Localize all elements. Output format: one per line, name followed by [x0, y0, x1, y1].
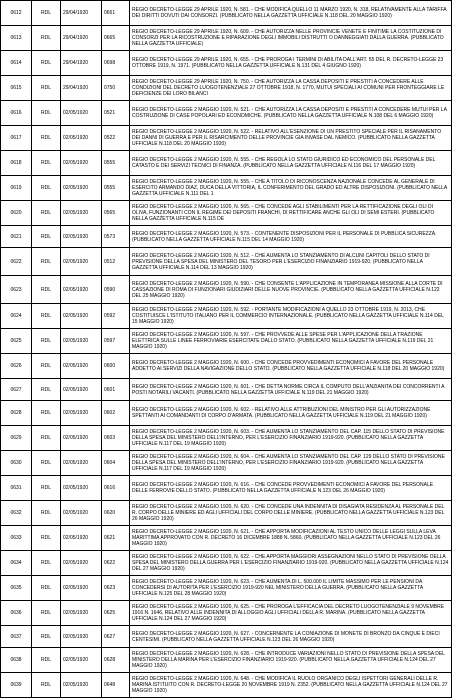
record-description: REGIO DECRETO-LEGGE 2 MAGGIO 1920, N. 565. - CHE CONCEDE AGLI STABILIMENTI PER LA RETTIFICAZIONE DEGLI OLI DI OLIVA, FUNZIONANTI CON IL REGIME DEI DEPOSITI FRANCHI, DI RETTIFICARE ANCHE GLI OLI DI SEMI ESTERI. (PUBBLICATO NELLA GAZZETTA UFFICIALE N.115 DE: [130, 201, 452, 226]
record-description: REGIO DECRETO-LEGGE 2 MAGGIO 1920, N. 620. - CHE CONCEDE UNA INDENNITA DI DISAGIATA RESIDENZA AL PERSONALE DEL R. CORPO DELLE MINIERE ED AGLI UFFICIALI DEL CORPO DELLE MINIERE. (PUBBLICATO NELLA GAZZETTA UFFICIALE N.123 DEL 26 MAGGIO 1920): [130, 501, 452, 526]
record-code: 0601: [102, 379, 130, 401]
table-row: [1, 248, 452, 276]
record-type: RDL: [32, 126, 61, 151]
record-date: 02/05/1920: [61, 426, 102, 451]
record-type: RDL: [32, 354, 61, 379]
record-description: REGIO DECRETO-LEGGE 2 MAGGIO 1920, N. 555. - CHE A TITOLO DI RICONOSCENZA NAZIONALE CONCEDE AL GENERALE DI ESERCITO ARMANDO DIAZ, DUCA DELLA VITTORIA, IL CONFERIMENTO DEL GRADO ED ALTRE DISPOSIZIONI. (PUBBLICATO NELLA GAZZETTA UFFICIALE N.111 DEL 1: [130, 176, 452, 201]
record-date: 29/04/1920: [61, 26, 102, 51]
record-type: RDL: [32, 526, 61, 551]
record-number: 0637: [1, 626, 32, 648]
record-description: REGIO DECRETO-LEGGE 29 APRILE 1920, N. 609. - CHE AUTORIZZA NELLE PROVINCIE VENETE E FINITIME LA COSTITUZIONE DI CONSORZI PER LA RICOSTRUZIONE E RIPARAZIONE DEGLI IMMOBILI DISTRUTTI O DANNEGGIATI DALLA GUERRA. (PUBBLICATO NELLA GAZZETTA UFFICIALE): [130, 26, 452, 51]
record-description: REGIO DECRETO-LEGGE 2 MAGGIO 1920, N. 522. - RELATIVO ALL'ESENZIONE DI UN PRESTITO SPECIALE PER IL RISANAMENTO DEI DANNI DI GUERRA E PER IL RISARCIMENTO DELLE PROVINCIE GIA INVASE DAL NEMICO. (PUBBLICATO NELLA GAZZETTA UFFICIALE N.118 DEL 20 MAGGIO 1920): [130, 126, 452, 151]
record-number: 0629: [1, 426, 32, 451]
record-description: REGIO DECRETO-LEGGE 2 MAGGIO 1920, N. 573. - CONTENENTE DISPOSIZIONI PER IL PERSONALE DI PUBBLICA SICUREZZA. (PUBBLICATO NELLA GAZZETTA UFFICIALE N.115 DEL 14 MAGGIO 1920): [130, 226, 452, 248]
record-number: 0623: [1, 276, 32, 304]
table-row: [1, 176, 452, 201]
record-type: RDL: [32, 248, 61, 276]
record-code: 0555: [102, 151, 130, 176]
table-row: [1, 329, 452, 354]
table-row: [1, 526, 452, 551]
record-number: 0624: [1, 304, 32, 329]
record-type: RDL: [32, 401, 61, 426]
record-type: RDL: [32, 176, 61, 201]
table-row: [1, 76, 452, 101]
table-body: [1, 1, 452, 698]
record-number: 0616: [1, 101, 32, 126]
record-type: RDL: [32, 379, 61, 401]
record-type: RDL: [32, 426, 61, 451]
record-description: REGIO DECRETO-LEGGE 2 MAGGIO 1920, N. 555. - CHE REGOLA LO STATO GIURIDICO ED ECONOMICO DEL PERSONALE DEL CATASTO E DEI SERVIZI TECNICI DI FINANZA. (PUBBLICATO NELLA GAZZETTA UFFICIALE N.116 DEL 17 MAGGIO 1920): [130, 151, 452, 176]
record-type: RDL: [32, 151, 61, 176]
record-code: 0750: [102, 76, 130, 101]
record-code: 0602: [102, 401, 130, 426]
record-type: RDL: [32, 601, 61, 626]
record-code: 0627: [102, 626, 130, 648]
record-date: 02/05/1920: [61, 151, 102, 176]
record-code: 0565: [102, 201, 130, 226]
record-code: 0616: [102, 476, 130, 501]
table-row: [1, 551, 452, 576]
table-row: [1, 354, 452, 379]
record-date: 02/05/1920: [61, 673, 102, 698]
table-row: [1, 276, 452, 304]
record-date: 02/05/1920: [61, 201, 102, 226]
record-number: 0625: [1, 329, 32, 354]
table-row: [1, 1, 452, 26]
record-description: REGIO DECRETO-LEGGE 2 MAGGIO 1920, N. 521. - CHE AUTORIZZA LA CASSA DEPOSITI E PRESTITI A CONCEDERE MUTUI PER LA COSTRUZIONE DI CASE POPOLARI ED ECONOMICHE. (PUBBLICATO NELLA GAZZETTA UFFICIALE N.108 DEL 6 MAGGIO 1920): [130, 101, 452, 126]
record-code: 0522: [102, 126, 130, 151]
record-description: REGIO DECRETO-LEGGE 29 APRILE 1920, N. 581. - CHE MODIFICA QUELLO 11 MARZO 1920, N. 318, RELATIVAMENTE ALLA TARIFFA DEI DIRITTI DOVUTI DAI CONSORZI. (PUBBLICATO NELLA GAZZETTA UFFICIALE N.118 DEL 20 MAGGIO 1920): [130, 1, 452, 26]
record-type: RDL: [32, 26, 61, 51]
record-number: 0628: [1, 401, 32, 426]
record-code: 0665: [102, 26, 130, 51]
table-row: [1, 226, 452, 248]
record-type: RDL: [32, 226, 61, 248]
record-number: 0626: [1, 354, 32, 379]
table-row: [1, 26, 452, 51]
record-number: 0631: [1, 476, 32, 501]
record-description: REGIO DECRETO-LEGGE 2 MAGGIO 1920, N. 603. - CHE AUMENTA LO STANZIAMENTO DEL CAP. 115 DELLO STATO DI PREVISIONE DELLA SPESA DEL MINISTERO DELL'INTERNO, PER L'ESERCIZIO FINANZIARIO 1919-920. (PUBBLICATO NELLA GAZZETTA UFFICIALE N.117 DEL 19 MAGGIO 1920): [130, 426, 452, 451]
record-date: 02/05/1920: [61, 526, 102, 551]
table-row: [1, 379, 452, 401]
record-number: 0612: [1, 1, 32, 26]
record-type: RDL: [32, 451, 61, 476]
record-date: 02/05/1920: [61, 329, 102, 354]
record-description: REGIO DECRETO-LEGGE 2 MAGGIO 1920, N. 627. - CONCERNENTE LA CONIAZIONE DI MONETE DI BRONZO DA CINQUE E DIECI CENTESIMI. (PUBBLICATO NELLA GAZZETTA UFFICIALE N.123 DEL 26 MAGGIO 1920): [130, 626, 452, 648]
record-date: 02/05/1920: [61, 276, 102, 304]
record-type: RDL: [32, 576, 61, 601]
record-description: REGIO DECRETO-LEGGE 2 MAGGIO 1920, N. 600. - CHE CONCEDE PROVVEDIMENTI ECONOMICI A FAVORE DEL PERSONALE ADDETTO AI SERVIZI DELLA NAVIGAZIONE DELLO STATO. (PUBBLICATO NELLA GAZZETTA UFFICIALE N.118 DEL 20 MAGGIO 1920): [130, 354, 452, 379]
record-date: 02/05/1920: [61, 304, 102, 329]
record-number: 0627: [1, 379, 32, 401]
record-number: 0615: [1, 76, 32, 101]
record-description: REGIO DECRETO-LEGGE 2 MAGGIO 1920, N. 648. - CHE MODIFICA IL RUOLO ORGANICO DEGLI ISPETTORI GENERALI DELLE R. MARINA ISTITUITO CON R. DECRETO-LEGGE 20 NOVEMBRE 1919 N. 2352. (PUBBLICATO NELLA GAZZETTA UFFICIALE N.124 DEL 27 MAGGIO 1920): [130, 673, 452, 698]
record-code: 0555: [102, 176, 130, 201]
record-number: 0613: [1, 26, 32, 51]
record-description: REGIO DECRETO-LEGGE 2 MAGGIO 1920, N. 590. - CHE CONSENTE L'APPLICAZIONE IN TEMPORANEA MISSIONE ALLA CORTE DI CASSAZIONE DI ROMA DI FUNZIONARI GIUDIZIARI DELLE NUOVE PROVINCIE. (PUBBLICATO NELLA GAZZETTA UFFICIALE N.122 DEL 25 MAGGIO 1920): [130, 276, 452, 304]
record-type: RDL: [32, 1, 61, 26]
record-description: REGIO DECRETO-LEGGE 2 MAGGIO 1920, N. 601. - CHE DETTA NORME CIRCA IL COMPUTO DELL'ANZIANITA DEI CONCORRENTI A POSTI NOTARILI VACANTI. (PUBBLICATO NELLA GAZZETTA UFFICIALE N.119 DEL 21 MAGGIO 1920): [130, 379, 452, 401]
record-description: REGIO DECRETO-LEGGE 29 APRILE 1920, N. 750. - CHE AUTORIZZA LA CASSA DEPOSITI E PRESTITI A CONCEDERE ALLE CONDIZIONI DEL DECRETO LUOGOTENENZIALE 27 OTTOBRE 1918, N. 1770, MUTUI SPECIALI AI COMUNI PER FRONTEGGIARE LE DEFICIENZE DEI LORO BILANCI: [130, 76, 452, 101]
record-type: RDL: [32, 648, 61, 673]
record-description: REGIO DECRETO-LEGGE 2 MAGGIO 1920, N. 597. - CHE PROVVEDE ALLE SPESE PER L'APPLICAZIONE DELLA TRAZIONE ELETTRICA SULLE LINEE FERROVIARIE ESERCITATE DALLO STATO. (PUBBLICATO NELLA GAZZETTA UFFICIALE N.119 DEL 21 MAGGIO 1920): [130, 329, 452, 354]
record-number: 0639: [1, 673, 32, 698]
record-number: 0619: [1, 176, 32, 201]
record-date: 02/05/1920: [61, 101, 102, 126]
record-code: 0600: [102, 354, 130, 379]
record-date: 02/05/1920: [61, 601, 102, 626]
record-type: RDL: [32, 476, 61, 501]
table-row: [1, 426, 452, 451]
table-row: [1, 201, 452, 226]
record-date: 02/05/1920: [61, 379, 102, 401]
record-type: RDL: [32, 329, 61, 354]
record-number: 0634: [1, 551, 32, 576]
record-description: REGIO DECRETO-LEGGE 2 MAGGIO 1920, N. 628. - CHE INTRODUCE VARIAZIONI NELLO STATO DI PREVISIONE DELLA SPESA DEL MINISTERO DELLA MARINA PER L'ESERCIZIO FINANZIARIO 1919-920. (PUBBLICATO NELLA GAZZETTA UFFICIALE N.124 DEL 27 MAGGIO 1920): [130, 648, 452, 673]
record-description: REGIO DECRETO-LEGGE 29 APRILE 1920, N. 655. - CHE PROROGA I TERMINI DI ABILITA DALL'ART. 55 DEL R. DECRETO-LEGGE 23 OTTOBRE 1919, N. 1971. (PUBBLICATO NELLA GAZZETTA UFFICIALE N.131 DEL 4 GIUGNO 1920): [130, 51, 452, 76]
table-row: [1, 401, 452, 426]
record-number: 0635: [1, 576, 32, 601]
table-row: [1, 501, 452, 526]
record-code: 0648: [102, 673, 130, 698]
record-code: 0622: [102, 551, 130, 576]
record-date: 29/04/1920: [61, 76, 102, 101]
record-code: 0698: [102, 51, 130, 76]
record-date: 02/05/1920: [61, 126, 102, 151]
record-date: 02/05/1920: [61, 476, 102, 501]
table-row: [1, 151, 452, 176]
record-code: 0623: [102, 576, 130, 601]
record-date: 02/05/1920: [61, 354, 102, 379]
record-type: RDL: [32, 201, 61, 226]
record-date: 02/05/1920: [61, 248, 102, 276]
table-row: [1, 648, 452, 673]
record-number: 0621: [1, 226, 32, 248]
record-type: RDL: [32, 276, 61, 304]
record-date: 29/04/1920: [61, 51, 102, 76]
record-number: 0620: [1, 201, 32, 226]
record-code: 0621: [102, 526, 130, 551]
record-code: 0604: [102, 451, 130, 476]
record-type: RDL: [32, 51, 61, 76]
record-number: 0618: [1, 151, 32, 176]
record-number: 0632: [1, 501, 32, 526]
record-code: 0628: [102, 648, 130, 673]
record-description: REGIO DECRETO-LEGGE 2 MAGGIO 1920, N. 512. - CHE AUMENTA LO STANZIAMENTO DI ALCUNI CAPITOLI DELLO STATO DI PREVISIONE DELLA SPESA DEL MINISTERO DEL TESORO PER L'ESERCIZIO FINANZIARIO 1919-920. (PUBBLICATO NELLA GAZZETTA UFFICIALE N.114 DEL 13 MAGGIO 1920): [130, 248, 452, 276]
record-date: 02/05/1920: [61, 226, 102, 248]
record-description: REGIO DECRETO-LEGGE 2 MAGGIO 1920, N. 621. - CHE APPORTA MODIFICAZIONI AL TESTO UNICO DELLE LEGGI SULLA LEVA MARITTIMA APPROVATO CON R. DECRETO 16 DICEMBRE 1888 N. 5860. (PUBBLICATO NELLA GAZZETTA UFFICIALE N.123 DEL 26 MAGGIO 1920): [130, 526, 452, 551]
record-date: 02/05/1920: [61, 648, 102, 673]
table-row: [1, 51, 452, 76]
table-row: [1, 101, 452, 126]
record-description: REGIO DECRETO-LEGGE 2 MAGGIO 1920, N. 622. - CHE APPORTA MAGGIORI ASSEGNAZIONI NELLO STATO DI PREVISIONE DELLA SPESA DEL MINISTERO DELLA GUERRA PER L'ESERCIZIO FINANZIARIO 1919-920. (PUBBLICATO NELLA GAZZETTA UFFICIALE N.124 DEL 27 MAGGIO 1920): [130, 551, 452, 576]
record-description: REGIO DECRETO-LEGGE 2 MAGGIO 1920, N. 602. - RELATIVO ALLE ATTRIBUZIONI DEL MINISTRO PER GLI AUTORIZZAZIONE SPETTANTI AI COMANDANTI DI CORPO D'ARMATA. (PUBBLICATO NELLA GAZZETTA UFFICIALE N.119 DEL 21 MAGGIO 1920): [130, 401, 452, 426]
record-type: RDL: [32, 304, 61, 329]
record-number: 0633: [1, 526, 32, 551]
record-number: 0622: [1, 248, 32, 276]
record-number: 0614: [1, 51, 32, 76]
record-date: 02/05/1920: [61, 176, 102, 201]
record-number: 0638: [1, 648, 32, 673]
table-row: [1, 451, 452, 476]
record-code: 0597: [102, 329, 130, 354]
table-row: [1, 576, 452, 601]
record-date: 29/04/1920: [61, 1, 102, 26]
record-number: 0630: [1, 451, 32, 476]
record-date: 02/05/1920: [61, 626, 102, 648]
record-code: 0512: [102, 248, 130, 276]
record-type: RDL: [32, 76, 61, 101]
record-code: 0590: [102, 276, 130, 304]
record-code: 0521: [102, 101, 130, 126]
record-code: 0573: [102, 226, 130, 248]
record-number: 0617: [1, 126, 32, 151]
record-code: 0625: [102, 601, 130, 626]
table-row: [1, 304, 452, 329]
record-date: 02/05/1920: [61, 551, 102, 576]
record-type: RDL: [32, 501, 61, 526]
record-type: RDL: [32, 673, 61, 698]
record-type: RDL: [32, 626, 61, 648]
record-code: 0651: [102, 1, 130, 26]
table-row: [1, 126, 452, 151]
record-date: 02/05/1920: [61, 451, 102, 476]
record-type: RDL: [32, 101, 61, 126]
table-row: [1, 626, 452, 648]
record-description: REGIO DECRETO-LEGGE 2 MAGGIO 1920, N. 625. - CHE PROROGA L'EFFICACIA DEL DECRETO LUOGOTENENZIALE 9 NOVEMBRE 1916 N. 1646, RELATIVO ALLE INDENNITA DI ALLOGGIO AGLI UFFICIALI DELLA R. MARINA. (PUBBLICATO NELLA GAZZETTA UFFICIALE N.124 DEL 27 MAGGIO 1920): [130, 601, 452, 626]
record-date: 02/05/1920: [61, 501, 102, 526]
table-row: [1, 476, 452, 501]
record-date: 02/05/1920: [61, 401, 102, 426]
table-row: [1, 601, 452, 626]
record-description: REGIO DECRETO-LEGGE 2 MAGGIO 1920, N. 623. - CHE AUMENTA DI L. 500.000 IL LIMITE MASSIMO PER LE PENSIONI DA CONCEDERSI DI AUTORITA PER L'ESERCIZIO 1919-920 NEL MINISTERO DELLA GUERRA. (PUBBLICATO NELLA GAZZETTA UFFICIALE N.125 DEL 28 MAGGIO 1920): [130, 576, 452, 601]
record-code: 0592: [102, 304, 130, 329]
record-date: 02/05/1920: [61, 576, 102, 601]
record-description: REGIO DECRETO-LEGGE 2 MAGGIO 1920, N. 592. - PORTANTE MODIFICAZIONI A QUELLO 23 OTTOBRE 1919, N. 2013, CHE COSTITUISCE L'ISTITUTO ITALIANO PER IL COMMERCIO INTERNAZIONALE. (PUBBLICATO NELLA GAZZETTA UFFICIALE N.114 DEL 15 MAGGIO 1920): [130, 304, 452, 329]
record-type: RDL: [32, 551, 61, 576]
record-description: REGIO DECRETO-LEGGE 2 MAGGIO 1920, N. 616. - CHE CONCEDE PROVVEDIMENTI ECONOMICI A FAVORE DEL PERSONALE DELLE FERROVIE DELLO STATO. (PUBBLICATO NELLA GAZZETTA UFFICIALE N.123 DEL 26 MAGGIO 1920): [130, 476, 452, 501]
record-code: 0603: [102, 426, 130, 451]
table-row: [1, 673, 452, 698]
record-description: REGIO DECRETO-LEGGE 2 MAGGIO 1920, N. 604. - CHE AUMENTA LO STANZIAMENTO DEL CAP. 129 DELLO STATO DI PREVISIONE DELLA SPESA DEL MINISTERO DELL'INTERNO, PER L'ESERCIZIO FINANZIARIO 1919-920. (PUBBLICATO NELLA GAZZETTA UFFICIALE N.117 DEL 19 MAGGIO 1920): [130, 451, 452, 476]
record-number: 0636: [1, 601, 32, 626]
record-code: 0620: [102, 501, 130, 526]
